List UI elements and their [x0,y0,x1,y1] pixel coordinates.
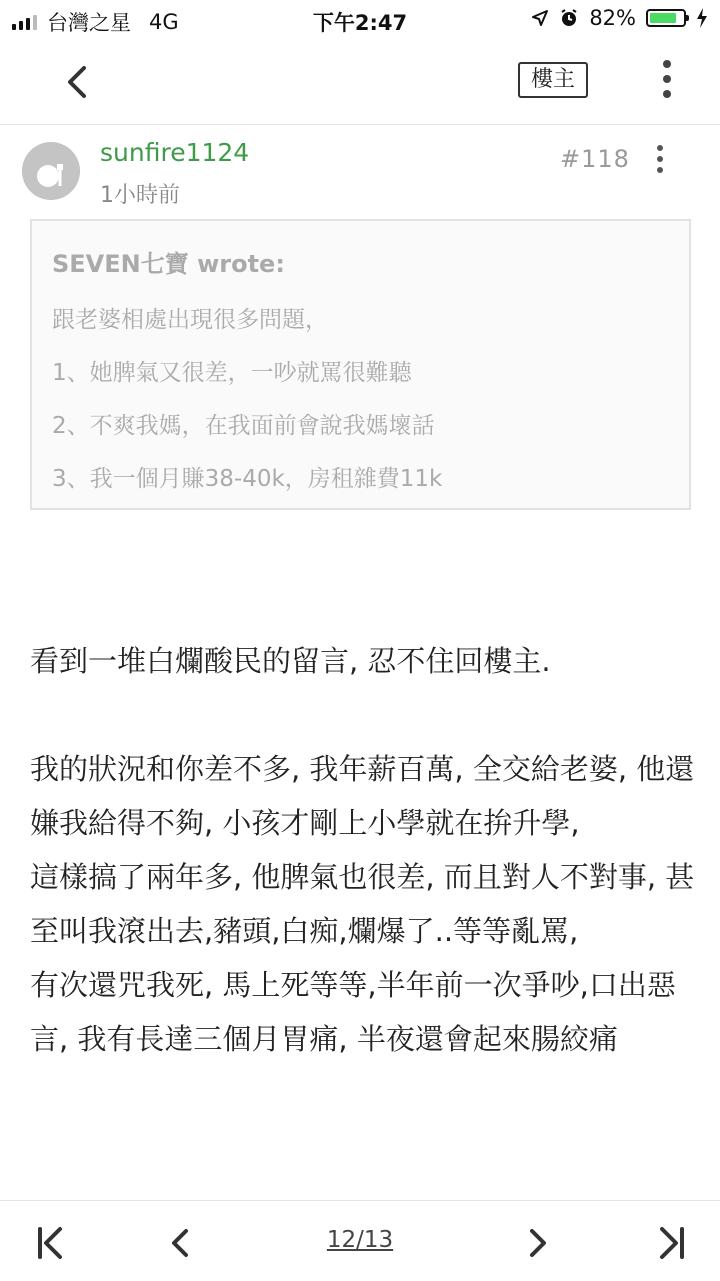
quote-line: 1、她脾氣又很差，一吵就罵很難聽 [52,360,412,386]
post-paragraph: 有次還咒我死, 馬上死等等,半年前一次爭吵,口出惡言, 我有長達三個月胃痛, 半夜還會起來腸絞痛 [30,968,676,1056]
post-body [30,634,700,1066]
paragraph-gap [30,688,700,742]
carrier-name: 台灣之星 [47,11,131,35]
status-right [531,6,708,30]
battery-icon [646,9,686,27]
pagination-bar [0,1200,720,1281]
avatar-image [22,142,80,200]
username[interactable]: sunfire1124 [100,138,250,167]
post-number: #118 [560,145,630,173]
first-page-icon [32,1223,68,1263]
quote-line: 跟老婆相處出現很多問題， [52,307,328,333]
page-indicator[interactable]: 12/13 [326,1227,394,1253]
alarm-icon [559,8,579,28]
battery-percent: 82% [589,6,636,30]
post-paragraph: 看到一堆白爛酸民的留言, 忍不住回樓主. [30,644,551,678]
vertical-dots-icon [657,145,663,173]
location-icon [531,9,549,27]
post-paragraph: 這樣搞了兩年多, 他脾氣也很差, 而且對人不對事, 甚至叫我滾出去,豬頭,白痴,爛爆了..等等亂罵, [30,860,695,948]
charging-icon [696,8,708,28]
more-options-button[interactable] [656,60,678,104]
op-filter-button[interactable]: 樓主 [518,62,588,98]
chevron-left-icon [162,1223,198,1263]
quote-box [30,219,691,510]
quote-author: SEVEN七寶 wrote: [52,250,285,278]
last-page-icon [654,1223,690,1263]
quote-line: 2、不爽我媽，在我面前會說我媽壞話 [52,413,435,439]
nav-bar [0,40,720,125]
post-paragraph: 我的狀況和你差不多, 我年薪百萬, 全交給老婆, 他還嫌我給得不夠, 小孩才剛上小學就在拚升學, [30,752,695,840]
next-page-button[interactable] [520,1223,556,1263]
prev-page-button[interactable] [162,1223,198,1263]
status-time: 下午2:47 [312,11,408,35]
avatar[interactable] [22,142,80,200]
post-time: 1小時前 [100,183,180,208]
chevron-right-icon [520,1223,556,1263]
status-bar [0,0,720,40]
chevron-left-icon [58,62,98,102]
first-page-button[interactable] [32,1223,68,1263]
post-more-button[interactable] [657,145,663,173]
vertical-dots-icon [656,60,678,98]
network-type: 4G [149,10,179,34]
last-page-button[interactable] [654,1223,690,1263]
back-button[interactable] [58,62,98,102]
quote-line: 3、我一個月賺38-40k，房租雜費11k [52,466,443,492]
